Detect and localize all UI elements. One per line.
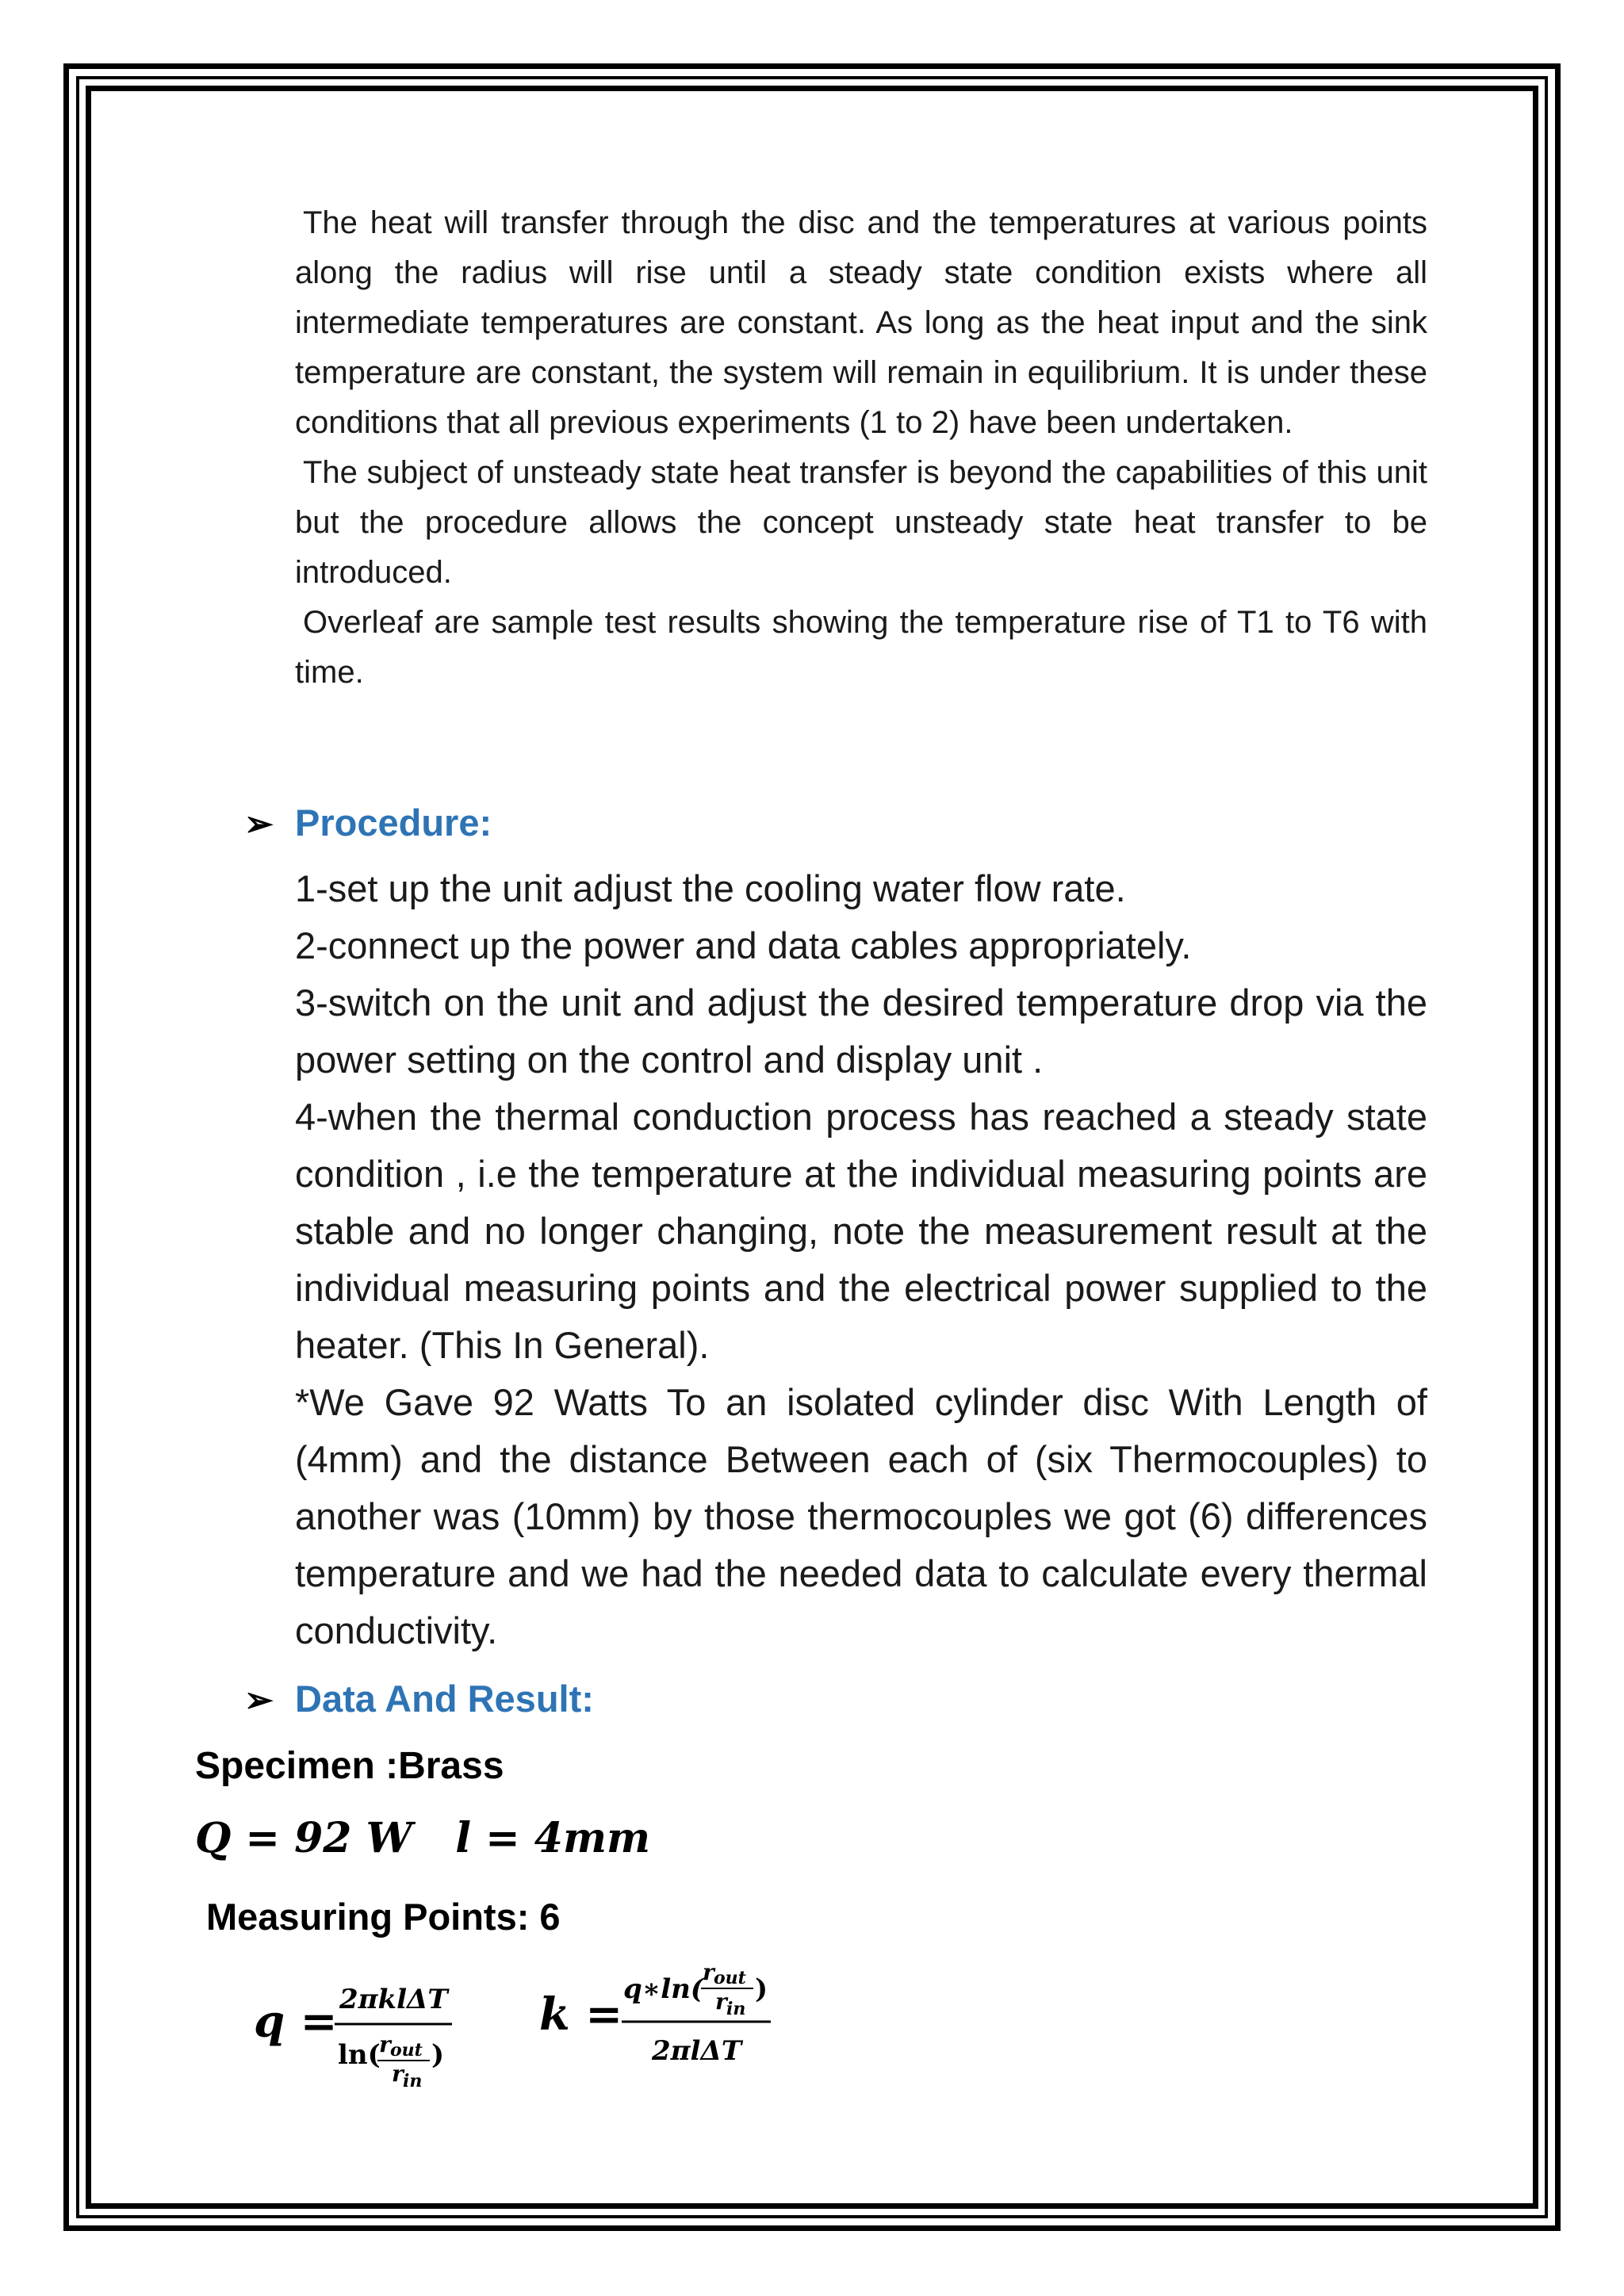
measuring-points-label: Measuring Points: 6 xyxy=(206,1896,561,1938)
formula-q-rout-sub: out xyxy=(390,2040,423,2061)
results-heading xyxy=(244,1677,594,1720)
formula-q-lhs: q = xyxy=(254,1996,338,2048)
formula-k xyxy=(539,1950,793,2093)
arrow-bullet-icon: ➢ xyxy=(244,1681,274,1720)
procedure-note: *We Gave 92 Watts To an isolated cylinder disc With Length of (4mm) and the distance Between each of (six Thermocouples) to another was (10mm) by those thermocouples we got (6) differences temperature and we had the needed data to calculate every thermal conductivity. xyxy=(295,1381,1427,1651)
formula-k-rin: r xyxy=(715,1988,727,2015)
formula-q-numerator: 2πklΔT xyxy=(339,1984,448,2015)
intro-paragraph-3: Overleaf are sample test results showing the temperature rise of T1 to T6 with time. xyxy=(295,605,1427,690)
procedure-heading-label: Procedure: xyxy=(295,802,492,844)
formula-q-rin: r xyxy=(392,2061,404,2087)
procedure-step-2: 2-connect up the power and data cables appropriately. xyxy=(295,924,1192,966)
formula-k-rout: r xyxy=(703,1959,714,1985)
formula-k-svg xyxy=(539,1950,793,2093)
formula-k-rin-sub: in xyxy=(726,1999,746,2019)
formula-q-rin-sub: in xyxy=(403,2071,423,2091)
procedure-step-4: 4-when the thermal conduction process has reached a steady state condition , i.e the temperature at the individual measuring points are stable and no longer changing, note the measurement result at the individual measuring points and the electrical power supplied to the heater. (This In General). xyxy=(295,1096,1427,1366)
formula-k-numerator: q∗ln( xyxy=(623,1973,703,2005)
procedure-steps xyxy=(295,860,1427,1659)
power-value: Q = 92 W xyxy=(195,1814,412,1862)
arrow-bullet-icon: ➢ xyxy=(244,805,274,844)
formula-q-rout: r xyxy=(379,2031,391,2057)
formula-q-svg xyxy=(254,1962,492,2105)
procedure-step-1: 1-set up the unit adjust the cooling water flow rate. xyxy=(295,867,1126,909)
formula-k-denominator: 2πlΔT xyxy=(652,2035,742,2067)
formula-q xyxy=(254,1962,492,2105)
formula-k-num-close: ) xyxy=(755,1973,768,2005)
procedure-heading xyxy=(244,801,492,844)
intro-section xyxy=(295,198,1427,698)
specimen-label: Specimen :Brass xyxy=(195,1745,504,1787)
length-value: l = 4mm xyxy=(455,1814,651,1862)
formula-q-den-ln: ln( xyxy=(338,2039,381,2071)
power-length-line xyxy=(195,1814,650,1862)
intro-paragraph-1: The heat will transfer through the disc and the temperatures at various points along the radius will rise until a steady state condition exists where all intermediate temperatures are constant. As long as the heat input and the sink temperature are constant, the system will remain in equilibrium. It is under these conditions that all previous experiments (1 to 2) have been undertaken. xyxy=(295,205,1427,440)
intro-paragraph-2: The subject of unsteady state heat transfer is beyond the capabilities of this unit but the procedure allows the concept unsteady state heat transfer to be introduced. xyxy=(295,455,1427,590)
formula-k-rout-sub: out xyxy=(714,1968,746,1988)
formula-k-lhs: k = xyxy=(539,1988,623,2041)
procedure-step-3: 3-switch on the unit and adjust the desired temperature drop via the power setting on the control and display unit . xyxy=(295,982,1427,1081)
results-heading-label: Data And Result: xyxy=(295,1678,594,1720)
formula-q-den-close: ) xyxy=(431,2039,445,2071)
